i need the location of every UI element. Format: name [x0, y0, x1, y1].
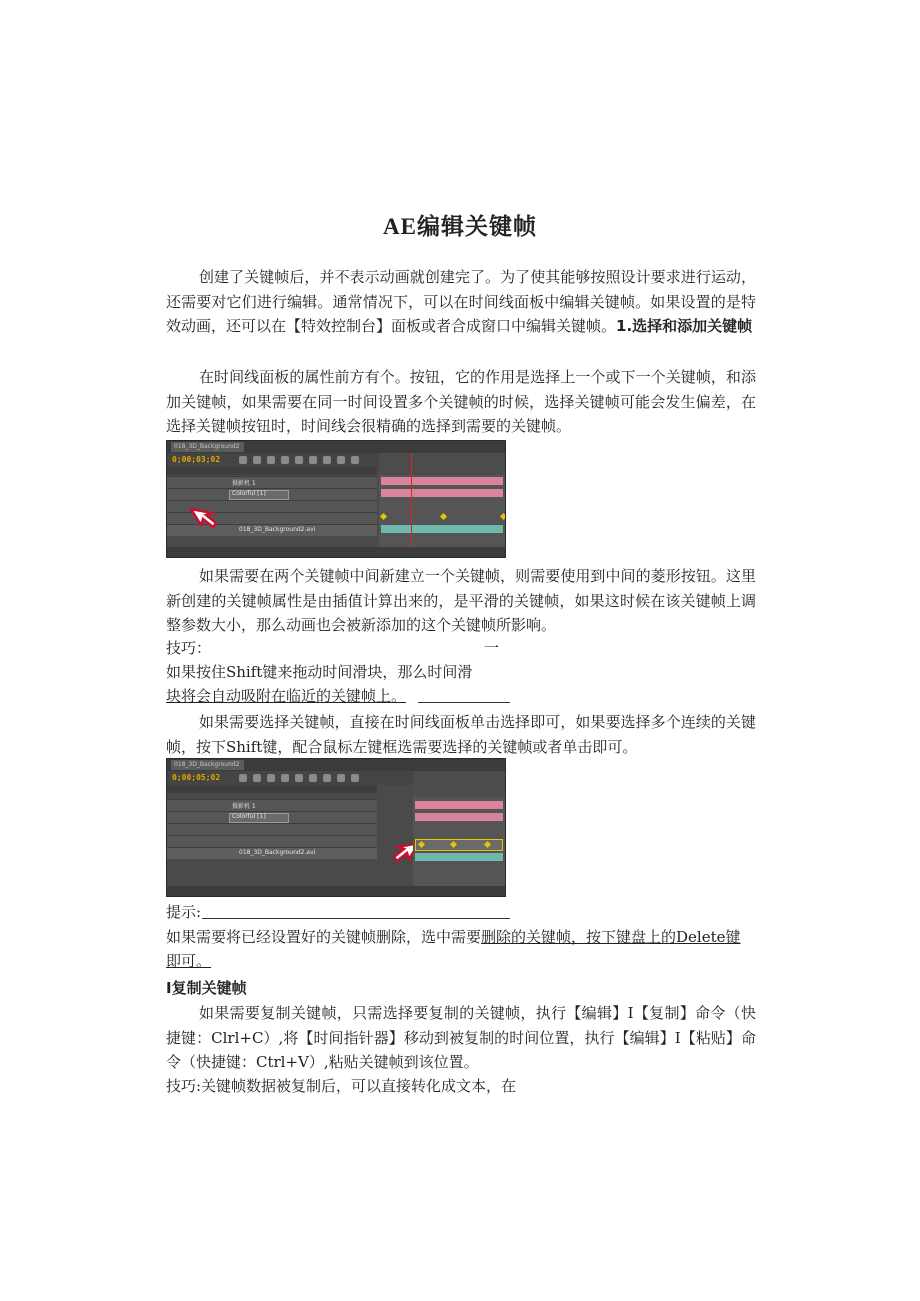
- hint-text-underlined: 删除的关键帧，按下键盘上的Delete键: [481, 928, 741, 946]
- paragraph-select: 如果需要选择关键帧，直接在时间线面板单击选择即可，如果要选择多个连续的关键帧，按下Shift键，配合鼠标左键框选需要选择的关键帧或者单击即可。: [166, 713, 756, 756]
- intro-text: 创建了关键帧后，并不表示动画就创建完了。为了使其能够按照设计要求进行运动，还需要对它们进行编辑。通常情况下，可以在时间线面板中编辑关键帧。如果设置的是特效动画，还可以在【特效控制台】面板或者合成窗口中编辑关键帧。: [166, 268, 756, 336]
- track-video: [415, 853, 503, 861]
- track-camera: [381, 477, 503, 485]
- hint-text-plain: 如果需要将已经设置好的关键帧删除，选中需要: [166, 928, 482, 946]
- comp-tab: 018_3D_Background2: [171, 442, 244, 452]
- keyframe-icon: [380, 513, 387, 520]
- tip-label: 技巧：: [166, 639, 212, 657]
- timecode: 0;00;03;02: [172, 455, 221, 464]
- tip-line-1: 如果按住Shift键来拖动时间滑块，那么时间滑: [166, 663, 473, 681]
- tip2-line: 技巧:关键帧数据被复制后，可以直接转化成文本，在: [166, 1077, 517, 1095]
- keyframe-icon: [440, 513, 447, 520]
- timeline-screenshot-2: [166, 758, 506, 897]
- layer-video: 018_3D_Background2.avi: [239, 526, 316, 533]
- track-colorful: [381, 489, 503, 497]
- hint-line-1: [166, 925, 741, 949]
- time-indicator: [411, 453, 412, 557]
- title-cjk: 编辑关键帧: [416, 213, 537, 240]
- track-video: [381, 525, 503, 533]
- paragraph-copy: 如果需要复制关键帧，只需选择要复制的关键帧，执行【编辑】I【复制】命令（快捷键：Clrl+C）,将【时间指针器】移动到被复制的时间位置，执行【编辑】I【粘贴】命令（快捷键：Ctrl+V）,粘贴关键帧到该位置。: [166, 1004, 756, 1072]
- layer-colorful: Colorful [1]: [232, 813, 266, 820]
- layer-camera: 摄影机 1: [232, 480, 256, 487]
- page-title: [0, 208, 920, 241]
- pointer-arrow-icon: [187, 503, 219, 531]
- track-camera: [415, 801, 503, 809]
- title-latin: AE: [383, 214, 417, 239]
- intro-paragraph: [166, 265, 756, 339]
- layer-colorful: Colorful [1]: [232, 490, 266, 497]
- hint-line-2: 即可。: [166, 952, 212, 970]
- timeline-screenshot-1: [166, 440, 506, 558]
- section-heading-copy: I复制关键帧: [166, 979, 247, 997]
- layer-video: 018_3D_Background2.avi: [239, 849, 316, 856]
- tip-line-2: 块将会自动吸附在临近的关键帧上。: [166, 687, 407, 705]
- layer-camera: 摄影机 1: [232, 803, 256, 810]
- comp-tab: 018_3D_Background2: [171, 760, 244, 770]
- hint-label: 提示:: [166, 903, 202, 921]
- keyframe-icon: [500, 513, 506, 520]
- tip-dash: 一: [484, 639, 500, 657]
- track-colorful: [415, 813, 503, 821]
- timecode: 0;00;05;02: [172, 773, 221, 782]
- section-heading-select: 1.选择和添加关键帧: [616, 317, 753, 336]
- paragraph-diamond: 如果需要在两个关键帧中间新建立一个关键帧，则需要使用到中间的菱形按钮。这里新创建的关键帧属性是由插值计算出来的，是平滑的关键帧，如果这时候在该关键帧上调整参数大小，那么动画也会被新添加的这个关键帧所影响。: [166, 567, 756, 635]
- paragraph-buttons: 在时间线面板的属性前方有个。按钮，它的作用是选择上一个或下一个关键帧，和添加关键帧，如果需要在同一时间设置多个关键帧的时候，选择关键帧可能会发生偏差，在选择关键帧按钮时，时间线会很精确的选择到需要的关键帧。: [166, 368, 756, 436]
